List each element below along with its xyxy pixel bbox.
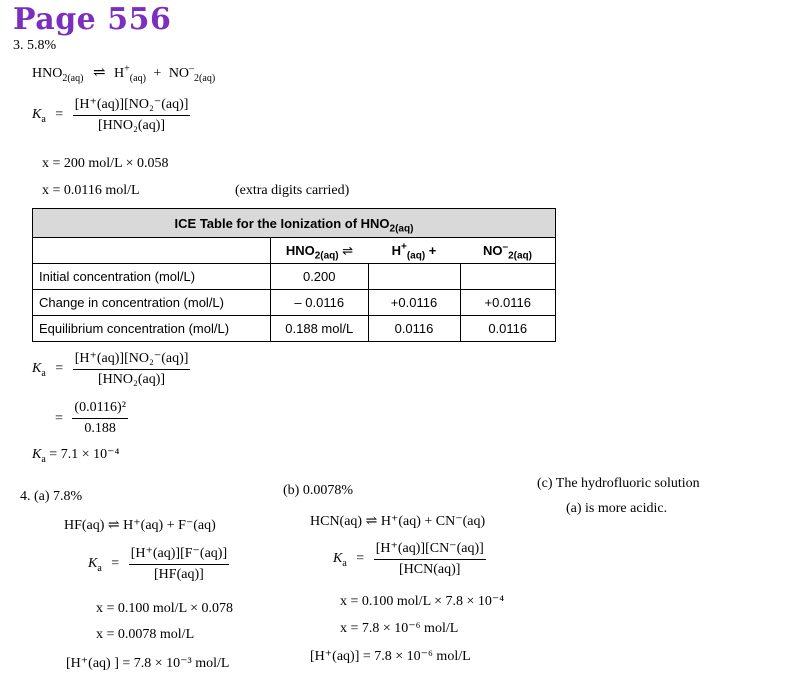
q4a-label: 4. (a) 7.8% [20, 489, 83, 504]
q3-ka-numerator: [H⁺(aq)][NO₂⁻(aq)] [73, 96, 191, 116]
q3-x-note: (extra digits carried) [235, 183, 350, 198]
table-row: Equilibrium concentration (mol/L) 0.188 mol/L 0.0116 0.0116 [33, 316, 556, 342]
q4a-x-calc: x = 0.100 mol/L × 0.078 [96, 601, 233, 616]
q4b-label: (b) 0.0078% [283, 483, 353, 498]
equilibrium-arrow-icon: ⇌ [92, 65, 105, 81]
q3-ka-expression: $K_a$ = $\frac{\text{[H⁺(aq)][NO₂⁻(aq)]}}{\text{[HNO₂(aq)]}}$ [32, 97, 189, 133]
q4b-x-result: x = 7.8 × 10⁻⁶ mol/L [340, 621, 459, 636]
q3-x-calc: x = 200 mol/L × 0.058 [42, 156, 169, 171]
q4a-x-result: x = 0.0078 mol/L [96, 627, 195, 642]
q4b-reaction: HCN(aq) ⇌ H⁺(aq) + CN⁻(aq) [310, 514, 486, 529]
ice-header-h: $H^+_{(aq)}$ + [368, 238, 460, 264]
q3-label: 3. 5.8% [13, 38, 57, 53]
table-row: Change in concentration (mol/L) – 0.0116 +0.0116 +0.0116 [33, 290, 556, 316]
q3-ka-denominator: [HNO₂(aq)] [98, 118, 166, 133]
q4b-x-calc: x = 0.100 mol/L × 7.8 × 10⁻⁴ [340, 594, 505, 609]
ice-header-hno2: $HNO_{2(aq)}$ ⇌ [271, 238, 369, 264]
q3-ka-expression-2: $K_a$ = $\frac{\text{[H⁺(aq)][NO₂⁻(aq)]}}{\text{[HNO₂(aq)]}}$ [32, 351, 189, 387]
q4b-h-concentration: [H⁺(aq)] = 7.8 × 10⁻⁶ mol/L [310, 649, 471, 664]
page-title: Page 556 [13, 2, 172, 37]
q3-ka-result: $K_a = 7.1 \times 10^{-4}$ [32, 447, 120, 465]
table-row: Initial concentration (mol/L) 0.200 [33, 264, 556, 290]
q4a-h-concentration: [H⁺(aq) ] = 7.8 × 10⁻³ mol/L [66, 656, 230, 671]
ice-table [32, 208, 556, 342]
q4a-ka-expression: $K_a$ = $\frac{[H^+(aq)][F^-(aq)]}{[HF(aq)]}$ [88, 546, 228, 582]
q4a-reaction: HF(aq) ⇌ H⁺(aq) + F⁻(aq) [64, 518, 216, 533]
q4c-text: (a) is more acidic. [566, 501, 668, 516]
q3-reaction: $HNO_{2(aq)}$ ⇌ $H^+_{(aq)} + NO^-_{2(aq)}$ [32, 63, 216, 84]
ice-table-caption: ICE Table for the Ionization of $HNO_{2(aq)}$ [33, 209, 556, 238]
ice-header-no2: $NO^-_{2(aq)}$ [460, 238, 556, 264]
q4c-label: (c) The hydrofluoric solution [537, 476, 700, 491]
q3-ka-substitution: = $\frac{\text{(0.0116)²}}{0.188}$ [55, 400, 126, 436]
q3-x-result: x = 0.0116 mol/L [42, 183, 140, 198]
q4b-ka-expression: $K_a$ = $\frac{[H^+(aq)][CN^-(aq)]}{\text{[HCN(aq)]}}$ [333, 541, 484, 577]
